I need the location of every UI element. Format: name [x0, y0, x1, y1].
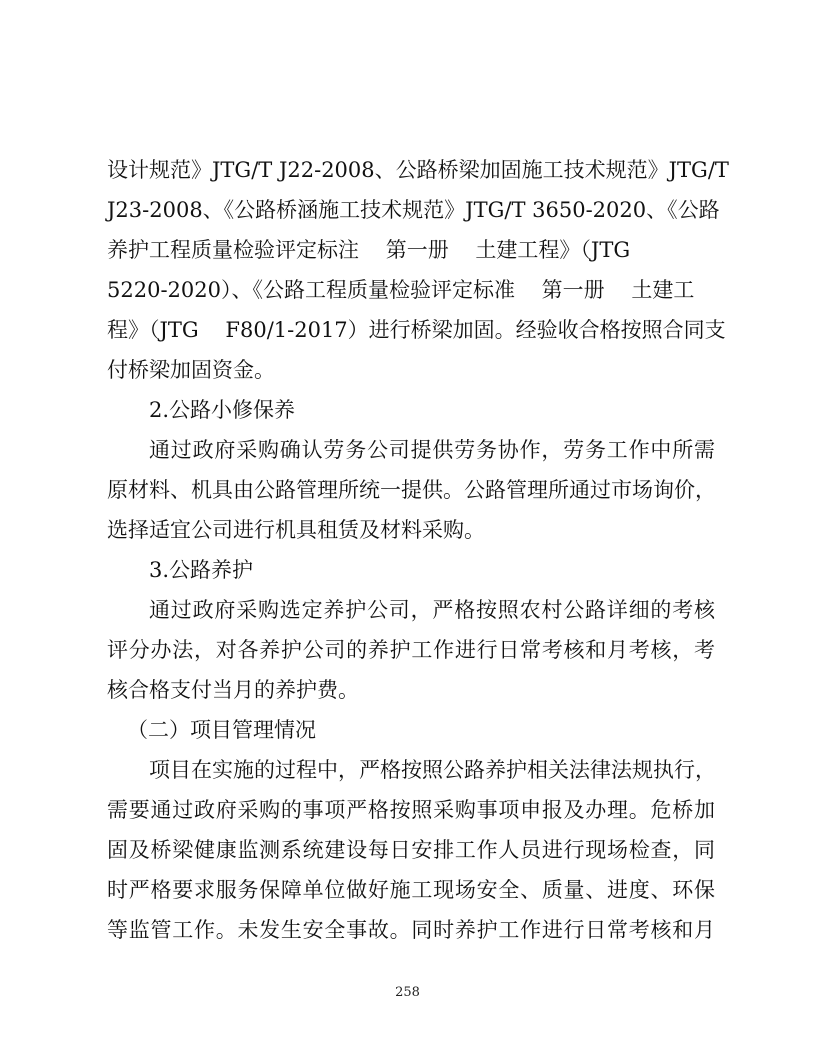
text-line: 通过政府采购确认劳务公司提供劳务协作，劳务工作中所需	[149, 438, 715, 462]
text-line: 时严格要求服务保障单位做好施工现场安全、质量、进度、环保	[107, 878, 715, 902]
section-heading-road-care: 3.公路养护	[149, 558, 254, 582]
text-line: 评分办法，对各养护公司的养护工作进行日常考核和月考核，考	[107, 638, 715, 662]
text-line: 核合格支付当月的养护费。	[107, 678, 359, 702]
text-line: 项目在实施的过程中，严格按照公路养护相关法律法规执行，	[149, 758, 716, 782]
text-line: 付桥梁加固资金。	[107, 358, 275, 382]
text-line: J23-2008、《公路桥涵施工技术规范》JTG/T 3650-2020、《公路	[107, 198, 720, 222]
text-line: 养护工程质量检验评定标注 第一册 土建工程》（JTG	[107, 238, 631, 262]
page-number: 258	[395, 985, 420, 1000]
body-text	[107, 150, 729, 950]
text-line: 选择适宜公司进行机具租赁及材料采购。	[107, 518, 485, 542]
text-line: 等监管工作。未发生安全事故。同时养护工作进行日常考核和月	[107, 918, 715, 942]
text-line: 程》（JTG F80/1-2017）进行桥梁加固。经验收合格按照合同支	[107, 318, 726, 342]
section-heading-road-maintenance: 2.公路小修保养	[149, 398, 296, 422]
text-line: 原材料、机具由公路管理所统一提供。公路管理所通过市场询价，	[107, 478, 716, 502]
text-line: 需要通过政府采购的事项严格按照采购事项申报及办理。危桥加	[107, 798, 715, 822]
text-line: 5220-2020）、《公路工程质量检验评定标准 第一册 土建工	[107, 278, 695, 302]
section-heading-project-management: （二）项目管理情况	[127, 718, 316, 742]
text-line: 通过政府采购选定养护公司，严格按照农村公路详细的考核	[149, 598, 715, 622]
text-line: 设计规范》JTG/T J22-2008、公路桥梁加固施工技术规范》JTG/T	[107, 158, 729, 182]
text-line: 固及桥梁健康监测系统建设每日安排工作人员进行现场检查，同	[107, 838, 715, 862]
